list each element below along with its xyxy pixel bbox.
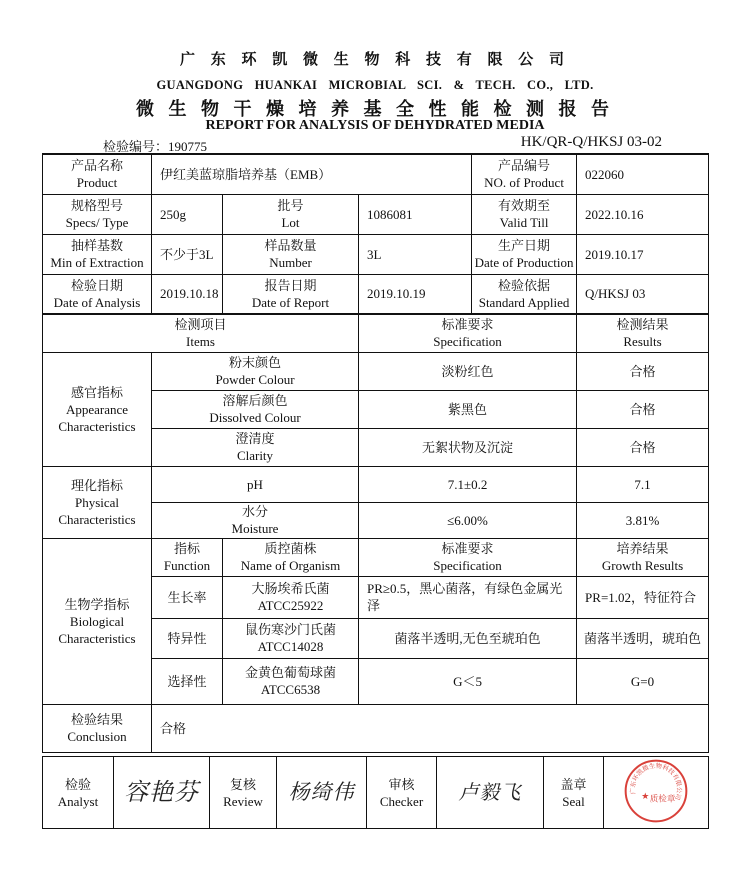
bio-spec-header: 标准要求 Specification [359, 538, 577, 576]
result-cell: 3.81% [577, 502, 709, 538]
result-cell: 合格 [577, 428, 709, 466]
growth-header: 培养结果 Growth Results [577, 538, 709, 576]
report-date-label: 报告日期 Date of Report [223, 274, 359, 314]
organism-cell: 金黄色葡萄球菌 ATCC6538 [223, 658, 359, 704]
report-title-en: REPORT FOR ANALYSIS OF DEHYDRATED MEDIA [205, 118, 545, 133]
svg-text:质检章: 质检章 [649, 794, 676, 805]
conclusion-row [43, 704, 709, 752]
report-date-value: 2019.10.19 [359, 274, 472, 314]
appearance-category: 感官指标 Appearance Characteristics [43, 352, 152, 466]
spec-cell: 菌落半透明,无色至琥珀色 [359, 618, 577, 658]
result-cell: G=0 [577, 658, 709, 704]
review-label: 复核 Review [210, 757, 277, 829]
specification-header: 标准要求 Specification [359, 314, 577, 352]
result-cell: 合格 [577, 390, 709, 428]
sample-qty-value: 3L [359, 234, 472, 274]
item-cell: 溶解后颜色 Dissolved Colour [152, 390, 359, 428]
sample-base-value: 不少于3L [152, 234, 223, 274]
product-no-value: 022060 [577, 154, 709, 194]
product-value: 伊红美蓝琼脂培养基（EMB） [152, 154, 472, 194]
item-cell: 澄清度 Clarity [152, 428, 359, 466]
form-number: HK/QR-Q/HKSJ 03-02 [520, 134, 662, 150]
report-title-cn: 微 生 物 干 燥 培 养 基 全 性 能 检 测 报 告 [136, 99, 614, 119]
function-header: 指标 Function [152, 538, 223, 576]
checker-signature: 卢毅飞 [437, 757, 544, 829]
company-name-cn: 广 东 环 凯 微 生 物 科 技 有 限 公 司 [179, 52, 570, 68]
table-row [43, 466, 709, 502]
function-cell: 生长率 [152, 576, 223, 618]
standard-value: Q/HKSJ 03 [577, 274, 709, 314]
review-signature: 杨绮伟 [277, 757, 367, 829]
production-label: 生产日期 Date of Production [472, 234, 577, 274]
inspection-number: 检验编号：190775 [103, 139, 208, 154]
bio-header-row [43, 538, 709, 576]
svg-text:广东环凯微生物科技有限公司: 广东环凯微生物科技有限公司 [629, 762, 683, 801]
function-cell: 选择性 [152, 658, 223, 704]
biological-category: 生物学指标 Biological Characteristics [43, 538, 152, 704]
spec-cell: 无絮状物及沉淀 [359, 428, 577, 466]
analysis-label: 检验日期 Date of Analysis [43, 274, 152, 314]
report-table [42, 153, 709, 753]
function-cell: 特异性 [152, 618, 223, 658]
sample-base-label: 抽样基数 Min of Extraction [43, 234, 152, 274]
seal-cell [604, 757, 709, 829]
signature-row [43, 757, 709, 829]
item-cell: pH [152, 466, 359, 502]
lot-label: 批号 Lot [223, 194, 359, 234]
info-row-sample [43, 234, 709, 274]
spec-cell: G＜5 [359, 658, 577, 704]
valid-value: 2022.10.16 [577, 194, 709, 234]
items-header: 检测项目 Items [43, 314, 359, 352]
seal-label: 盖章 Seal [544, 757, 604, 829]
sample-qty-label: 样品数量 Number [223, 234, 359, 274]
items-header-row [43, 314, 709, 352]
spec-cell: 7.1±0.2 [359, 466, 577, 502]
item-cell: 水分 Moisture [152, 502, 359, 538]
spec-cell: ≤6.00% [359, 502, 577, 538]
production-value: 2019.10.17 [577, 234, 709, 274]
analyst-signature: 容艳芬 [114, 757, 210, 829]
valid-label: 有效期至 Valid Till [472, 194, 577, 234]
item-cell: 粉末颜色 Powder Colour [152, 352, 359, 390]
info-row-product [43, 154, 709, 194]
physical-category: 理化指标 Physical Characteristics [43, 466, 152, 538]
checker-label: 审核 Checker [367, 757, 437, 829]
company-name-en: GUANGDONG HUANKAI MICROBIAL SCI. & TECH. CO., LTD. [156, 78, 594, 92]
organism-cell: 大肠埃希氏菌 ATCC25922 [223, 576, 359, 618]
spec-cell: 淡粉红色 [359, 352, 577, 390]
conclusion-value: 合格 [152, 704, 709, 752]
result-cell: 菌落半透明，琥珀色 [577, 618, 709, 658]
company-seal-icon [623, 758, 689, 824]
conclusion-label: 检验结果 Conclusion [43, 704, 152, 752]
spec-cell: PR≥0.5，黑心菌落，有绿色金属光泽 [359, 576, 577, 618]
results-header: 检测结果 Results [577, 314, 709, 352]
product-label: 产品名称 Product [43, 154, 152, 194]
analyst-label: 检验 Analyst [43, 757, 114, 829]
result-cell: 合格 [577, 352, 709, 390]
organism-cell: 鼠伤寒沙门氏菌 ATCC14028 [223, 618, 359, 658]
signature-table [42, 756, 709, 829]
analysis-value: 2019.10.18 [152, 274, 223, 314]
info-row-spec [43, 194, 709, 234]
product-no-label: 产品编号 NO. of Product [472, 154, 577, 194]
standard-label: 检验依据 Standard Applied [472, 274, 577, 314]
result-cell: PR=1.02，特征符合 [577, 576, 709, 618]
result-cell: 7.1 [577, 466, 709, 502]
svg-text:★: ★ [641, 790, 650, 801]
spec-label: 规格型号 Specs/ Type [43, 194, 152, 234]
organism-header: 质控菌株 Name of Organism [223, 538, 359, 576]
spec-value: 250g [152, 194, 223, 234]
spec-cell: 紫黑色 [359, 390, 577, 428]
lot-value: 1086081 [359, 194, 472, 234]
table-row [43, 352, 709, 390]
info-row-dates [43, 274, 709, 314]
